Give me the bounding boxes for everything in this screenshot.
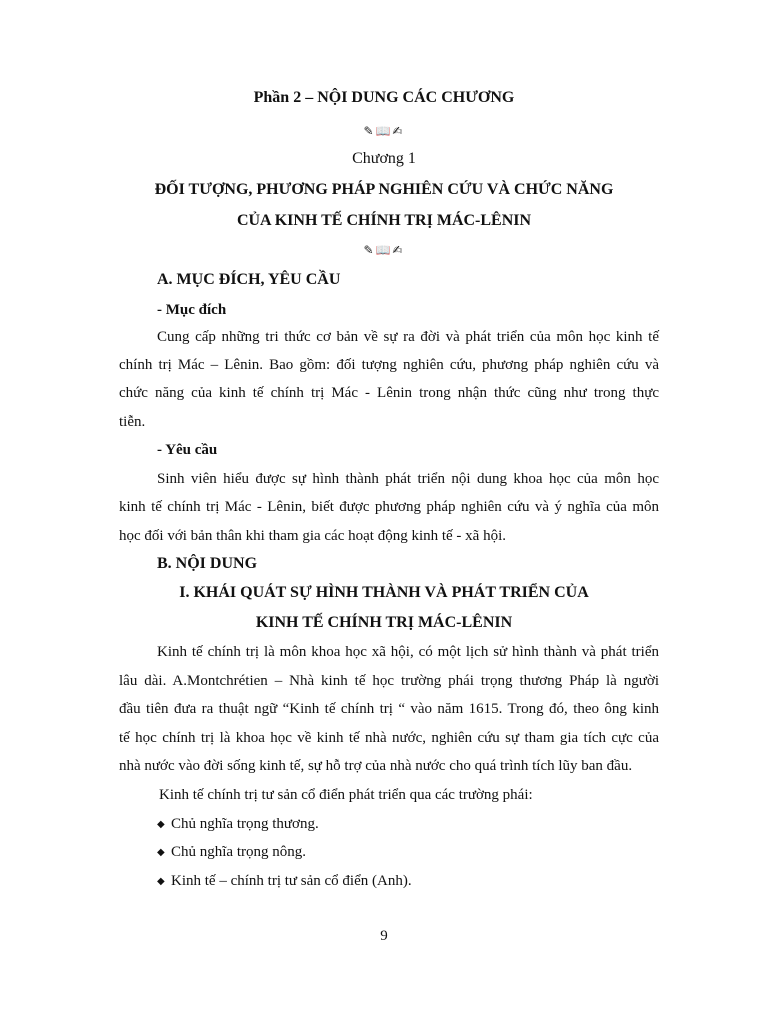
bullet-item xyxy=(157,871,412,892)
page-number: 9 xyxy=(380,928,388,944)
ornament-divider-top: ✎📖✍ xyxy=(363,124,405,138)
purpose-line: Cung cấp những tri thức cơ bản về sự ra đời và phát triển của môn học kinh tế xyxy=(157,329,659,345)
requirement-line: kinh tế chính trị Mác - Lênin, biết được phương pháp nghiên cứu và ý nghĩa của môn xyxy=(119,499,659,515)
bullet-text: Chủ nghĩa trọng nông. xyxy=(171,844,306,860)
bullet-text: Kinh tế – chính trị tư sản cổ điển (Anh). xyxy=(171,873,412,889)
paragraph-line: Kinh tế chính trị là môn khoa học xã hội, có một lịch sử hình thành và phát triển xyxy=(157,644,659,660)
purpose-label: - Mục đích xyxy=(157,302,227,318)
bullet-text: Chủ nghĩa trọng thương. xyxy=(171,816,319,832)
section-b-heading: B. NỘI DUNG xyxy=(157,555,258,572)
chapter-title-line-2: CỦA KINH TẾ CHÍNH TRỊ MÁC-LÊNIN xyxy=(236,212,532,229)
section-a-heading: A. MỤC ĐÍCH, YÊU CẦU xyxy=(157,271,341,288)
paragraph-intro: Kinh tế chính trị tư sản cổ điển phát triển qua các trường phái: xyxy=(159,787,533,803)
paragraph-line: đầu tiên đưa ra thuật ngữ “Kinh tế chính trị “ vào năm 1615. Trong đó, theo ông kinh xyxy=(119,701,659,717)
diamond-bullet-icon: ◆ xyxy=(157,819,165,830)
chapter-label: Chương 1 xyxy=(352,150,416,167)
purpose-line: tiễn. xyxy=(119,414,146,430)
bullet-item xyxy=(157,814,319,835)
part-title: Phần 2 – NỘI DUNG CÁC CHƯƠNG xyxy=(253,89,515,106)
requirement-label: - Yêu cầu xyxy=(157,442,218,458)
bullet-item xyxy=(157,842,306,863)
requirement-line: học đối với bản thân khi tham gia các hoạt động kinh tế - xã hội. xyxy=(119,528,507,544)
paragraph-line: lâu dài. A.Montchrétien – Nhà kinh tế học trường phái trọng thương Pháp là người xyxy=(119,673,659,689)
purpose-line: chính trị Mác – Lênin. Bao gồm: đối tượng nghiên cứu, phương pháp nghiên cứu và xyxy=(119,357,659,373)
diamond-bullet-icon: ◆ xyxy=(157,847,165,858)
chapter-title-line-1: ĐỐI TƯỢNG, PHƯƠNG PHÁP NGHIÊN CỨU VÀ CHỨC NĂNG xyxy=(154,181,614,198)
sub-heading-line-1: I. KHÁI QUÁT SỰ HÌNH THÀNH VÀ PHÁT TRIỂN CỦA xyxy=(179,584,589,601)
diamond-bullet-icon: ◆ xyxy=(157,876,165,887)
paragraph-line: nhà nước vào đời sống kinh tế, sự hỗ trợ của nhà nước cho quá trình tích lũy ban đầu. xyxy=(119,758,633,774)
paragraph-line: tế học chính trị là khoa học về kinh tế nhà nước, nghiên cứu sự tham gia tích cực của xyxy=(119,730,659,746)
ornament-divider-bottom: ✎📖✍ xyxy=(363,243,405,257)
requirement-line: Sinh viên hiểu được sự hình thành phát triển nội dung khoa học của môn học xyxy=(157,471,659,487)
sub-heading-line-2: KINH TẾ CHÍNH TRỊ MÁC-LÊNIN xyxy=(255,614,513,631)
purpose-line: chức năng của kinh tế chính trị Mác - Lênin trong nhận thức cũng như trong thực xyxy=(119,385,659,401)
